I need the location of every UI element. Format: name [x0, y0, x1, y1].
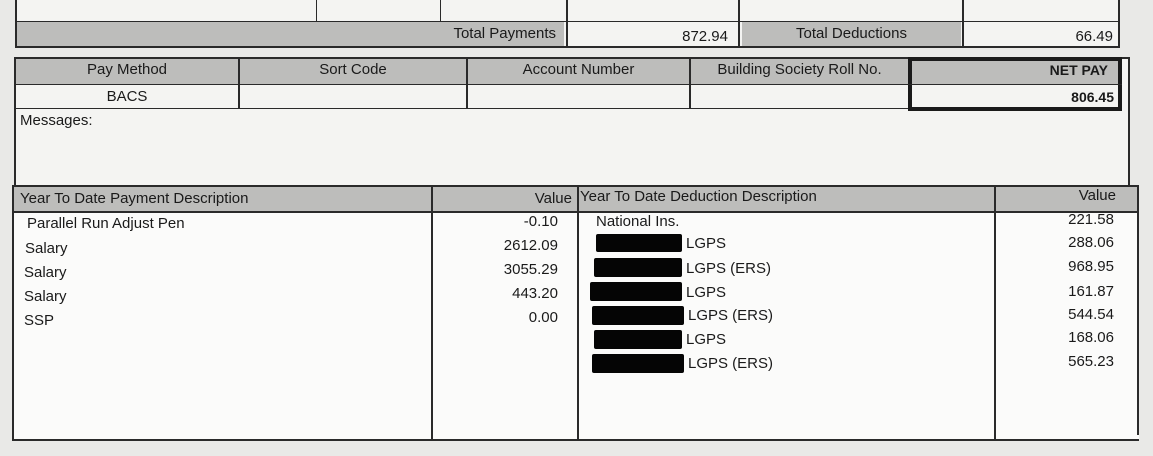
total-payments-value: 872.94 [682, 28, 728, 45]
ytd-deduction-desc: LGPS [686, 235, 727, 252]
ytd-deduction-value: 161.87 [1068, 283, 1114, 300]
ytd-deduction-desc: LGPS (ERS) [686, 260, 772, 277]
net-pay-label: NET PAY [1049, 62, 1108, 78]
ytd-payment-value: 443.20 [512, 285, 558, 302]
total-payments-label: Total Payments [453, 25, 556, 42]
redaction-bar [596, 234, 682, 252]
ytd-deduction-desc-header: Year To Date Deduction Description [580, 188, 817, 205]
ytd-payment-desc: Parallel Run Adjust Pen [27, 215, 185, 232]
messages-label: Messages: [20, 112, 93, 129]
ytd-deduction-desc: National Ins. [596, 213, 680, 230]
ytd-payment-value: 2612.09 [503, 237, 558, 254]
building-society-header: Building Society Roll No. [717, 61, 882, 78]
pay-method-value: BACS [106, 88, 148, 105]
ytd-payment-value: 0.00 [528, 309, 558, 326]
ytd-deduction-value: 221.58 [1068, 211, 1114, 228]
total-deductions-label: Total Deductions [796, 25, 907, 42]
ytd-payment-desc-header: Year To Date Payment Description [20, 190, 249, 207]
ytd-deduction-desc: LGPS (ERS) [688, 355, 774, 372]
ytd-deduction-desc: LGPS [686, 331, 727, 348]
redaction-bar [592, 354, 684, 373]
ytd-deduction-value-header: Value [1078, 187, 1116, 204]
ytd-deduction-value: 168.06 [1068, 329, 1114, 346]
ytd-deduction-value: 288.06 [1068, 234, 1114, 251]
ytd-payment-desc: Salary [24, 264, 67, 281]
ytd-deduction-desc: LGPS [686, 284, 727, 301]
net-pay-value: 806.45 [1071, 89, 1114, 105]
pay-method-header: Pay Method [86, 61, 168, 78]
ytd-deduction-desc: LGPS (ERS) [688, 307, 774, 324]
redaction-bar [594, 330, 682, 349]
ytd-deduction-value: 968.95 [1068, 258, 1114, 275]
ytd-payment-desc: SSP [24, 312, 55, 329]
ytd-payment-desc: Salary [24, 288, 67, 305]
ytd-payment-value: -0.10 [523, 213, 558, 230]
total-deductions-value: 66.49 [1075, 28, 1113, 45]
ytd-payment-desc: Salary [25, 240, 68, 257]
ytd-deduction-value: 544.54 [1068, 306, 1114, 323]
sort-code-header: Sort Code [319, 61, 387, 78]
redaction-bar [594, 258, 682, 277]
redaction-bar [590, 282, 682, 301]
redaction-bar [592, 306, 684, 325]
ytd-payment-value: 3055.29 [503, 261, 558, 278]
account-number-header: Account Number [522, 61, 635, 78]
ytd-payment-value-header: Value [534, 190, 572, 207]
ytd-deduction-value: 565.23 [1068, 353, 1114, 370]
